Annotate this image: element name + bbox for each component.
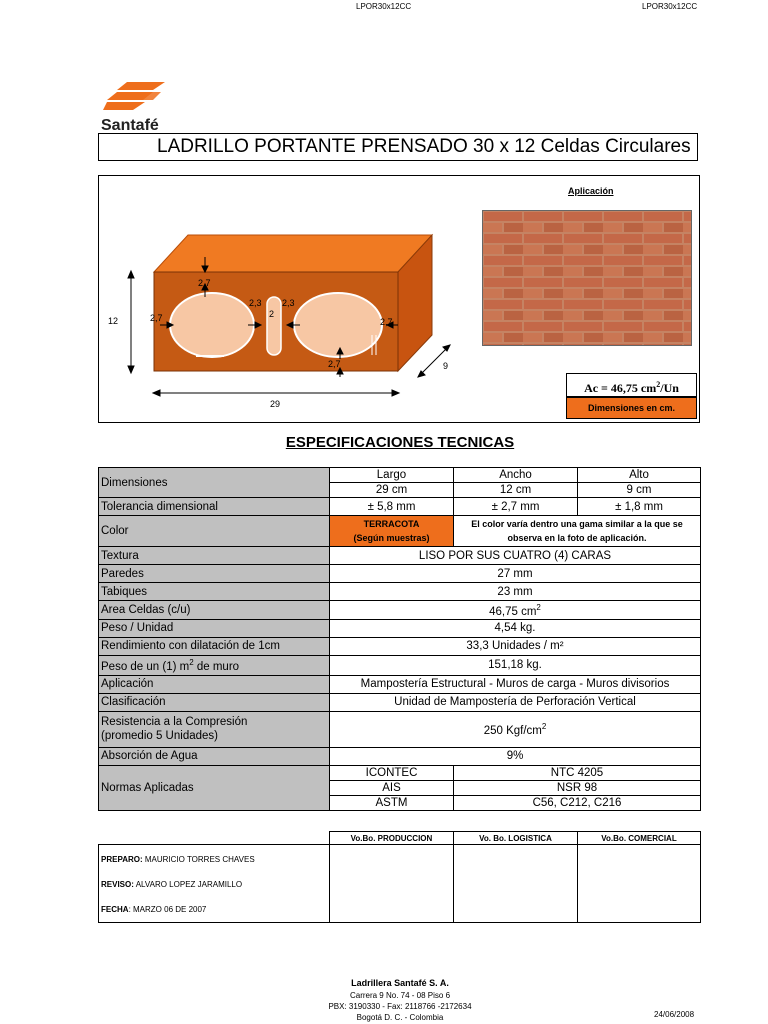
textura-label: Textura [99,547,330,565]
aplicacion-label: Aplicación [99,675,330,693]
reviso-label: REVISO: [101,880,134,889]
col-largo: Largo [330,468,454,483]
tol-alto: ± 1,8 mm [578,498,701,516]
norma-code: NTC 4205 [454,765,701,780]
vobo-logistica: Vo. Bo. LOGISTICA [454,832,578,845]
footer-date: 24/06/2008 [654,1010,695,1019]
color-label: Color [99,516,330,547]
ac-prefix: Ac = [584,381,611,395]
area-number: 46,75 cm [489,605,537,618]
tabiques-label: Tabiques [99,583,330,601]
dim-web-left-label: 2,3 [249,298,262,308]
norma-org: ASTM [330,795,454,810]
cell-area-box [566,373,697,397]
footer-phones: PBX: 3190330 - Fax: 2118766 -2172634 [328,1002,472,1011]
footer-company: Ladrillera Santafé S. A. [351,978,449,988]
reviso-name: ALVARO LOPEZ JARAMILLO [133,880,243,889]
tol-ancho: ± 2,7 mm [454,498,578,516]
document-code-header-right: LPOR30x12CC [642,2,698,11]
dim-height-label: 12 [108,316,119,326]
ac-value: 46,75 cm [610,381,657,395]
normas-label: Normas Aplicadas [99,765,330,810]
specs-table [98,467,701,811]
reviso-line [101,872,327,897]
resistencia-label [99,711,330,747]
peso-muro-label-a: Peso de un (1) m [101,661,190,674]
resistencia-value [330,711,701,747]
tolerancia-label: Tolerancia dimensional [99,498,330,516]
resistencia-label-2: (promedio 5 Unidades) [101,730,218,743]
peso-label: Peso / Unidad [99,619,330,637]
norma-code: NSR 98 [454,780,701,795]
color-value [330,516,454,547]
specs-title: ESPECIFICACIONES TECNICAS [285,434,515,451]
application-photo [482,210,692,346]
fecha-line [101,897,327,922]
clasificacion-value: Unidad de Mampostería de Perforación Vertical [330,693,701,711]
page-title: LADRILLO PORTANTE PRENSADO 30 x 12 Celdas Circulares [98,133,698,161]
santafe-logo-mark [101,80,171,116]
dim-slot-label: 2 [269,309,275,319]
resistencia-number: 250 Kgf/cm [483,725,542,738]
col-alto: Alto [578,468,701,483]
dim-length-label: 29 [270,399,281,409]
dim-web-right-label: 2,3 [282,298,295,308]
signature-produccion [330,845,454,923]
peso-muro-label-b: de muro [193,661,240,674]
signature-corner [99,832,330,845]
resistencia-label-1: Resistencia a la Compresión [101,716,248,729]
absorcion-value: 9% [330,747,701,765]
ac-suffix: /Un [660,381,679,395]
clasificacion-label: Clasificación [99,693,330,711]
largo-value: 29 cm [330,483,454,498]
dimensiones-label: Dimensiones [99,468,330,498]
tol-largo: ± 5,8 mm [330,498,454,516]
preparo-line [101,847,327,872]
peso-value: 4,54 kg. [330,619,701,637]
fecha-label: FECHA [101,905,129,914]
peso-muro-label [99,655,330,675]
signature-table [98,831,701,923]
footer-address: Carrera 9 No. 74 - 08 Piso 6 [349,991,451,1000]
preparo-name: MAURICIO TORRES CHAVES [142,855,255,864]
tabiques-value: 23 mm [330,583,701,601]
area-label: Area Celdas (c/u) [99,601,330,620]
paredes-value: 27 mm [330,565,701,583]
color-value-sample: (Según muestras) [353,533,430,543]
signature-comercial [578,845,701,923]
textura-value: LISO POR SUS CUATRO (4) CARAS [330,547,701,565]
alto-value: 9 cm [578,483,701,498]
ac-sup: 2 [656,380,661,389]
aplicacion-value: Mampostería Estructural - Muros de carga - Muros divisorios [330,675,701,693]
rendimiento-value: 33,3 Unidades / m² [330,637,701,655]
peso-muro-value: 151,18 kg. [330,655,701,675]
norma-org: AIS [330,780,454,795]
dim-bottom-wall-label: 2,7 [328,359,341,369]
dim-left-wall-label: 2,7 [150,313,163,323]
signature-logistica [454,845,578,923]
signature-people [99,845,330,923]
rendimiento-label: Rendimiento con dilatación de 1cm [99,637,330,655]
col-ancho: Ancho [454,468,578,483]
color-note: El color varía dentro una gama similar a la que se observa en la foto de aplicación. [454,516,701,547]
dim-top-wall-label: 2,7 [198,278,211,288]
preparo-label: PREPARO: [101,855,143,864]
vobo-produccion: Vo.Bo. PRODUCCION [330,832,454,845]
peso-muro-sup: 2 [189,658,194,668]
paredes-label: Paredes [99,565,330,583]
norma-org: ICONTEC [330,765,454,780]
santafe-logo-text: Santafé [101,117,159,134]
fecha-value: : MARZO 06 DE 2007 [128,905,207,914]
dimensions-note: Dimensiones en cm. [566,397,697,419]
norma-code: C56, C212, C216 [454,795,701,810]
color-value-name: TERRACOTA [363,519,420,529]
absorcion-label: Absorción de Agua [99,747,330,765]
resistencia-sup: 2 [541,722,547,732]
dim-right-wall-label: 2,7 [380,317,393,327]
document-code-header: LPOR30x12CC [356,2,412,11]
santafe-logo [101,80,171,135]
footer-city: Bogotá D. C. - Colombia [356,1013,444,1022]
ancho-value: 12 cm [454,483,578,498]
area-sup: 2 [536,603,541,612]
application-label: Aplicación [568,186,614,196]
vobo-comercial: Vo.Bo. COMERCIAL [578,832,701,845]
area-value [330,601,701,620]
dim-width-label: 9 [443,361,449,371]
